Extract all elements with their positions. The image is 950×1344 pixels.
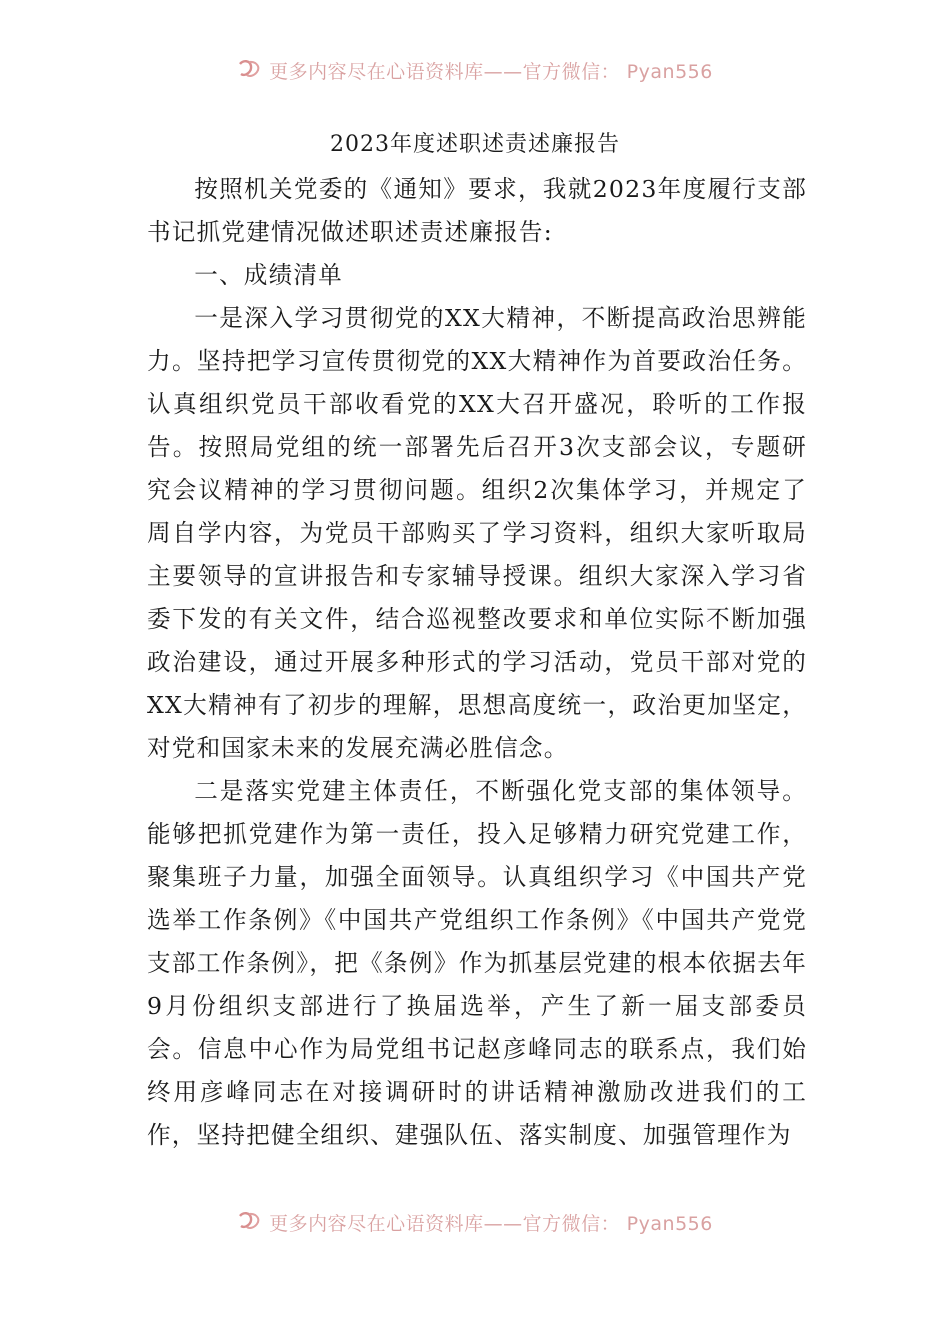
paragraph-item-1: 一是深入学习贯彻党的XX大精神，不断提高政治思辨能力。坚持把学习宣传贯彻党的XX大精神作为首要政治任务。认真组织党员干部收看党的XX大召开盛况，聆听的工作报告。按照局党组的统一部署先后召开3次支部会议，专题研究会议精神的学习贯彻问题。组织2次集体学习，并规定了周自学内容，为党员干部购买了学习资料，组织大家听取局主要领导的宣讲报告和专家辅导授课。组织大家深入学习省委下发的有关文件，结合巡视整改要求和单位实际不断加强政治建设，通过开展多种形式的学习活动，党员干部对党的XX大精神有了初步的理解，思想高度统一，政治更加坚定，对党和国家未来的发展充满必胜信念。 bbox=[147, 304, 807, 762]
watermark-header bbox=[0, 58, 950, 84]
document-title: 2023年度述职述责述廉报告 bbox=[330, 132, 620, 157]
paragraph-intro: 按照机关党委的《通知》要求，我就2023年度履行支部书记抓党建情况做述职述责述廉报告: bbox=[147, 175, 807, 246]
watermark-logo-icon bbox=[237, 1210, 263, 1239]
watermark-footer bbox=[0, 1210, 950, 1236]
watermark-text: 更多内容尽在心语资料库——官方微信： Pyan556 bbox=[269, 1213, 713, 1235]
paragraph-item-2: 二是落实党建主体责任，不断强化党支部的集体领导。能够把抓党建作为第一责任，投入足够精力研究党建工作，聚集班子力量，加强全面领导。认真组织学习《中国共产党选举工作条例》《中国共产党组织工作条例》《中国共产党党支部工作条例》，把《条例》作为抓基层党建的根本依据去年9月份组织支部进行了换届选举，产生了新一届支部委员会。信息中心作为局党组书记赵彦峰同志的联系点，我们始终用彦峰同志在对接调研时的讲话精神激励改进我们的工作，坚持把健全组织、建强队伍、落实制度、加强管理作为 bbox=[147, 777, 807, 1149]
watermark-text: 更多内容尽在心语资料库——官方微信： Pyan556 bbox=[269, 61, 713, 83]
watermark-logo-icon bbox=[237, 58, 263, 87]
section-heading: 一、成绩清单 bbox=[194, 261, 343, 289]
document-body bbox=[147, 168, 807, 1157]
